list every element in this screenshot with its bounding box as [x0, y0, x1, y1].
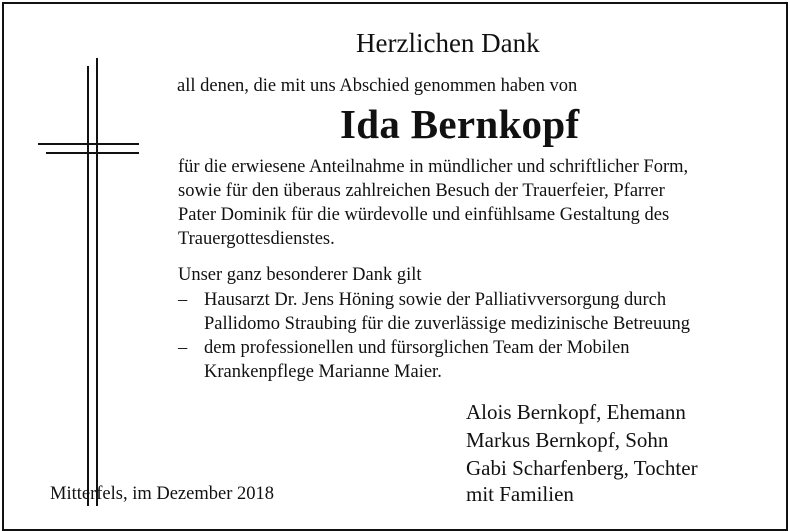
list-item-line: dem professionellen und fürsorglichen Team der Mobilen	[204, 338, 630, 358]
list-marker: –	[178, 290, 188, 310]
intro-text: all denen, die mit uns Abschied genommen haben von	[177, 76, 578, 96]
list-marker: –	[178, 338, 188, 358]
place-date: Mitterfels, im Dezember 2018	[50, 484, 274, 504]
list-item-line: Krankenpflege Marianne Maier.	[204, 362, 442, 382]
body-line: Trauergottesdienstes.	[178, 229, 335, 249]
heading: Herzlichen Dank	[356, 28, 540, 58]
list-item-line: Hausarzt Dr. Jens Höning sowie der Palliativversorgung durch	[204, 290, 667, 310]
list-item-line: Pallidomo Straubing für die zuverlässige medizinische Betreuung	[204, 314, 691, 334]
signatory: Gabi Scharfenberg, Tochter	[466, 456, 698, 480]
body-line: für die erwiesene Anteilnahme in mündlicher und schriftlicher Form,	[178, 157, 689, 177]
signatory: Alois Bernkopf, Ehemann	[466, 400, 686, 424]
deceased-name: Ida Bernkopf	[340, 101, 580, 147]
special-thanks-intro: Unser ganz besonderer Dank gilt	[178, 265, 422, 285]
signatory: Markus Bernkopf, Sohn	[466, 428, 669, 452]
signatory: mit Familien	[466, 482, 574, 506]
body-line: Pater Dominik für die würdevolle und einfühlsame Gestaltung des	[178, 205, 670, 225]
body-line: sowie für den überaus zahlreichen Besuch der Trauerfeier, Pfarrer	[178, 181, 665, 201]
